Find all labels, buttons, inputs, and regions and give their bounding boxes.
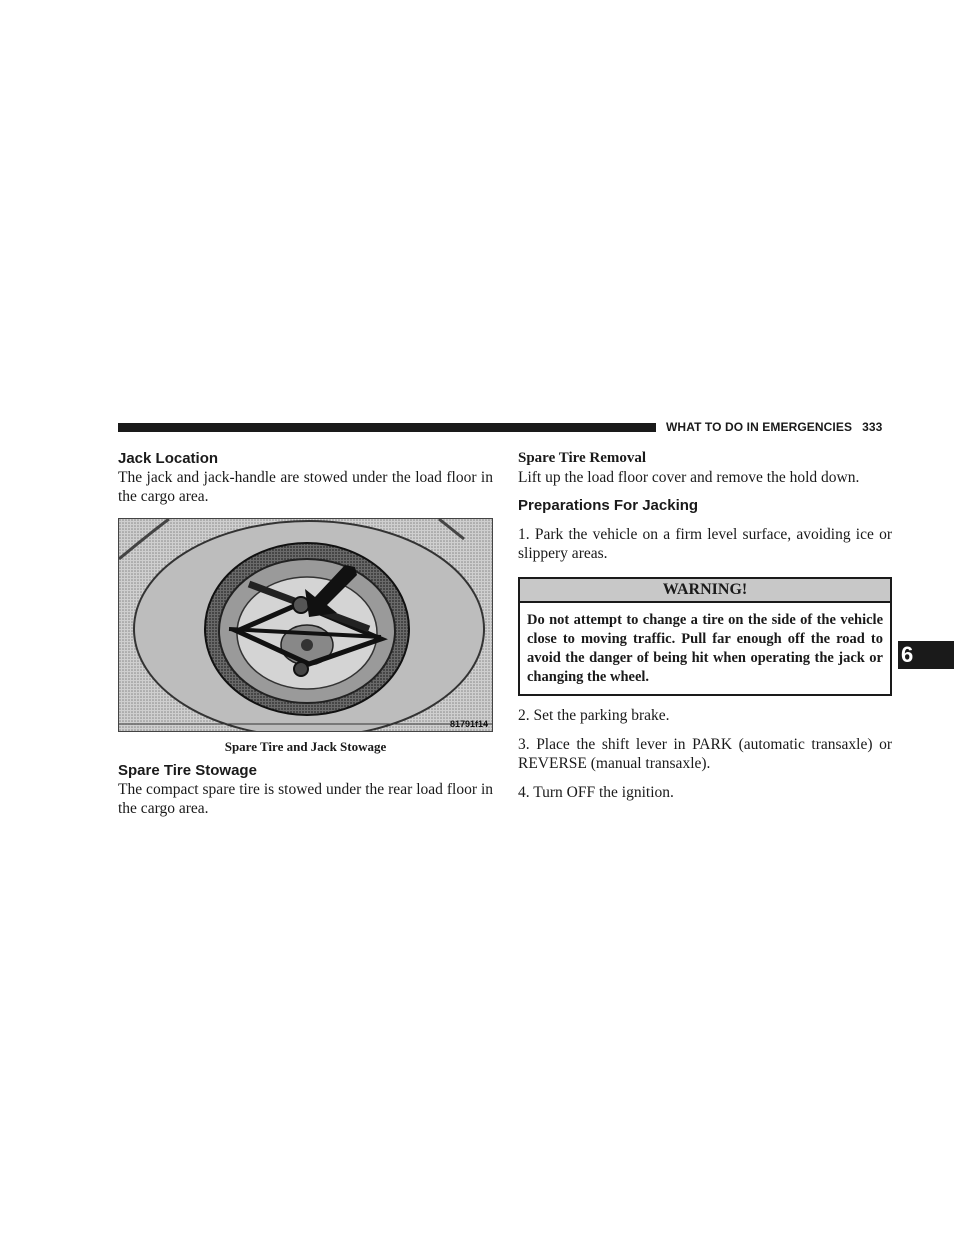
spare-tire-figure	[118, 518, 493, 732]
figure-code: 81791f14	[449, 719, 488, 729]
section-title: WHAT TO DO IN EMERGENCIES	[666, 420, 853, 434]
warning-box	[518, 577, 892, 696]
step-1: 1. Park the vehicle on a firm level surface, avoiding ice or slippery areas.	[518, 526, 892, 562]
warning-text: Do not attempt to change a tire on the side of the vehicle close to moving traffic. Pull far enough off the road to avoid the danger of being hit when operating the jack or changing the wheel.	[527, 612, 883, 685]
step-3: 3. Place the shift lever in PARK (automatic transaxle) or REVERSE (manual transaxle).	[518, 736, 892, 772]
left-column	[118, 449, 493, 818]
page-number: 333	[862, 420, 883, 434]
figure-caption: Spare Tire and Jack Stowage	[224, 739, 387, 754]
spare-stowage-heading: Spare Tire Stowage	[118, 762, 257, 779]
step-2: 2. Set the parking brake.	[518, 707, 670, 724]
step-4: 4. Turn OFF the ignition.	[518, 784, 674, 801]
spare-removal-heading: Spare Tire Removal	[518, 450, 647, 466]
header-rule	[118, 423, 656, 432]
spare-removal-text: Lift up the load floor cover and remove the hold down.	[518, 469, 860, 486]
running-header	[666, 420, 892, 434]
spare-stowage-text: The compact spare tire is stowed under the rear load floor in the cargo area.	[118, 781, 493, 817]
warning-title: WARNING!	[520, 579, 890, 603]
prep-heading: Preparations For Jacking	[518, 497, 699, 514]
spare-tire-illustration	[119, 519, 493, 732]
chapter-tab: 6	[898, 641, 954, 669]
jack-location-text: The jack and jack-handle are stowed under the load floor in the cargo area.	[118, 469, 493, 505]
jack-location-heading: Jack Location	[118, 450, 219, 467]
right-column	[518, 449, 892, 802]
